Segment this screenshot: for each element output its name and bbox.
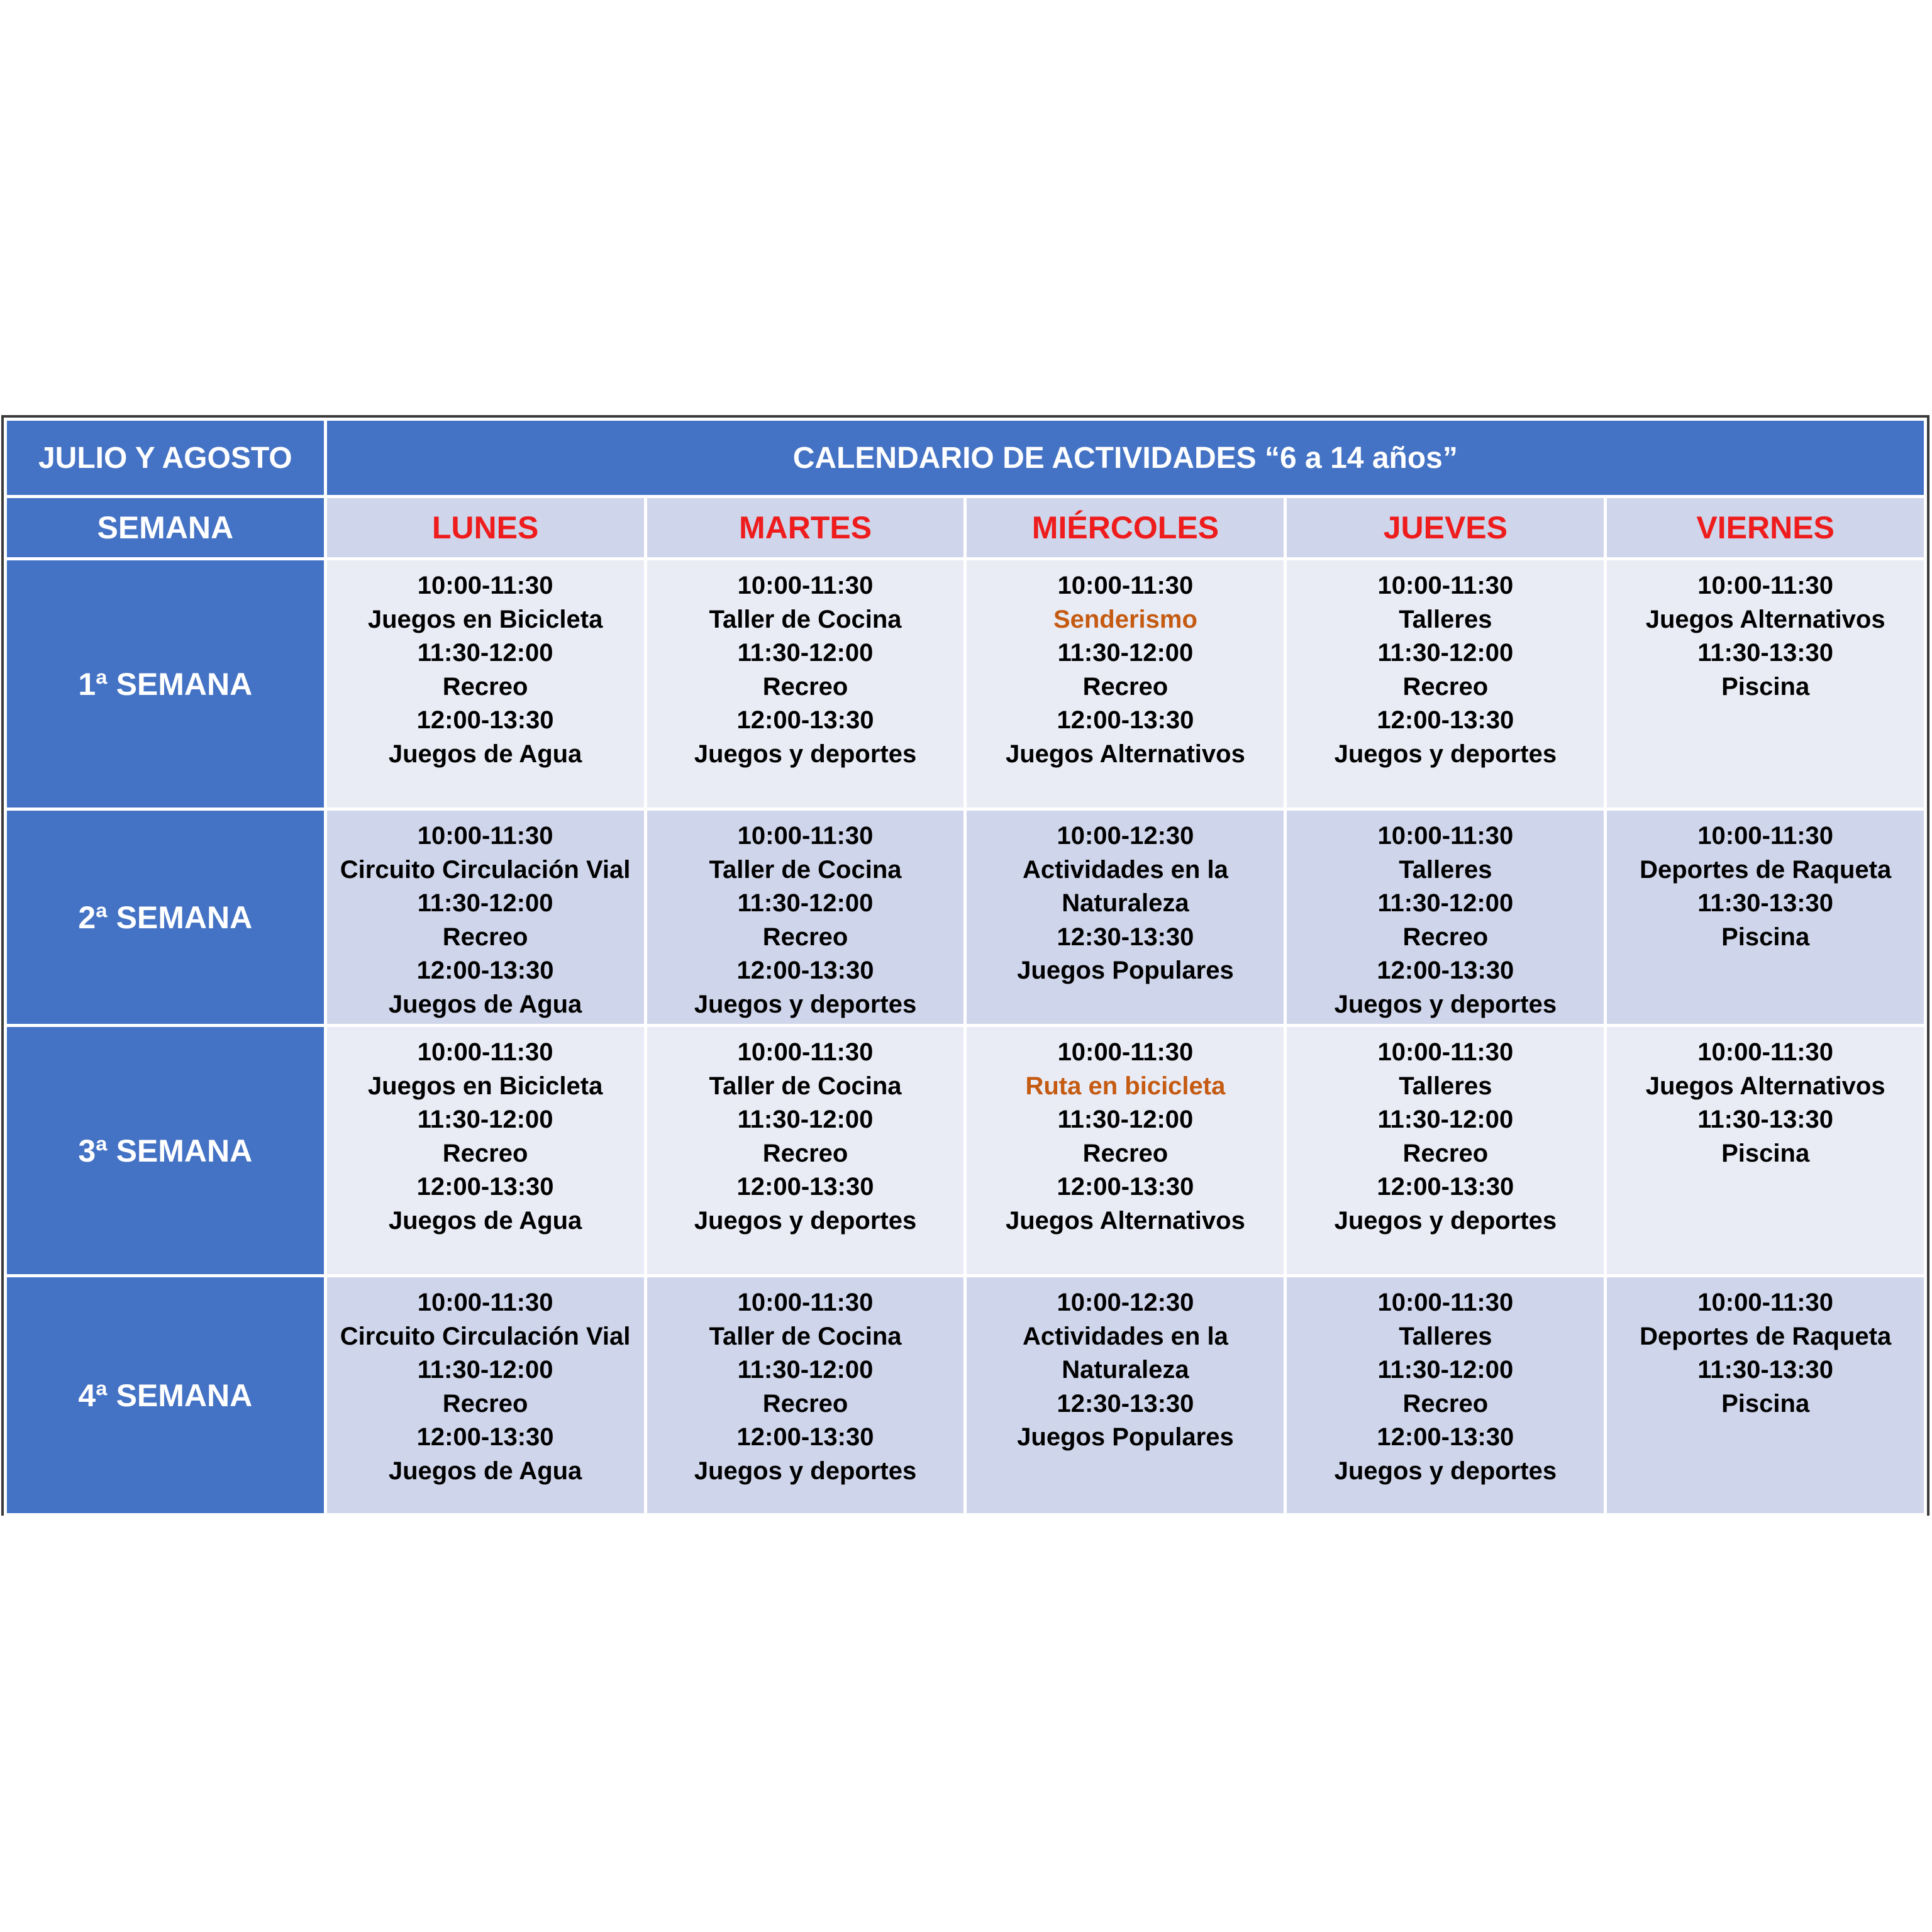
activity-cell-tuesday [645,1276,965,1515]
time-slot: 10:00-11:30 [1697,1289,1834,1316]
activity-name: Juegos y deportes [694,1457,917,1485]
activity-name: Juegos de Agua [388,1206,582,1235]
time-slot: 10:00-11:30 [1057,1038,1194,1066]
activity-name: Taller de Cocina [709,605,902,633]
activity-cell-thursday [1285,1276,1606,1515]
time-slot: 12:00-13:30 [416,957,554,984]
activity-cell-monday [325,559,645,809]
schedule-title: CALENDARIO DE ACTIVIDADES “6 a 14 años” [325,419,1925,497]
time-slot: 10:00-11:30 [1377,572,1514,599]
activity-name: Deportes de Raqueta [1640,1322,1892,1350]
activity-cell-tuesday [645,809,965,1026]
activity-name: Recreo [1402,1389,1489,1418]
activity-name: Juegos y deportes [1334,990,1557,1018]
activity-name: Talleres [1399,605,1492,633]
time-slot: 10:00-11:30 [1377,822,1514,850]
time-slot: 10:00-12:30 [1057,822,1194,850]
day-header-tuesday: MARTES [645,497,965,559]
activity-name: Ruta en bicicleta [1025,1072,1226,1100]
activity-name: Juegos en Bicicleta [367,605,603,633]
activity-cell-wednesday [965,1276,1285,1515]
activity-name: Actividades en la [1023,855,1228,884]
activity-name: Recreo [762,1139,848,1167]
activity-name: Juegos Populares [1017,1423,1234,1451]
schedule-body [6,559,1926,1515]
activity-name: Recreo [442,1389,528,1418]
time-slot: 10:00-11:30 [1697,572,1834,599]
activity-name: Recreo [1402,672,1489,701]
week-row [6,809,1926,1026]
time-slot: 10:00-11:30 [737,1038,874,1066]
week-column-header: SEMANA [6,497,326,559]
time-slot: 11:30-12:00 [1377,639,1514,667]
activity-name: Taller de Cocina [709,855,902,884]
activity-name: Talleres [1399,1322,1492,1350]
activity-name: Recreo [762,672,848,701]
activity-cell-wednesday [965,1026,1285,1276]
time-slot: 10:00-11:30 [417,1038,553,1066]
activity-cell-monday [325,1276,645,1515]
activity-name: Circuito Circulación Vial [340,855,631,884]
activity-name: Senderismo [1053,605,1197,633]
activity-cell-wednesday [965,809,1285,1026]
time-slot: 11:30-13:30 [1697,639,1834,667]
time-slot: 11:30-12:00 [737,1356,874,1384]
time-slot: 11:30-12:00 [737,1106,874,1133]
day-header-thursday: JUEVES [1285,497,1606,559]
time-slot: 11:30-12:00 [417,889,553,917]
activity-name: 12:30-13:30 [1057,923,1194,951]
time-slot: 11:30-13:30 [1697,1106,1834,1133]
week-row [6,559,1926,809]
time-slot: 12:00-13:30 [736,1423,874,1451]
time-slot: 12:00-13:30 [1377,1423,1514,1451]
time-slot: 10:00-11:30 [417,1289,553,1316]
day-header-monday: LUNES [325,497,645,559]
time-slot: 12:00-13:30 [1377,1173,1514,1201]
activity-name: Juegos Alternativos [1006,740,1245,768]
time-slot: 11:30-12:00 [737,889,874,917]
week-label: 2ª SEMANA [6,809,326,1026]
time-slot: 12:00-13:30 [736,1173,874,1201]
time-slot: 10:00-11:30 [417,572,553,599]
time-slot: 12:00-13:30 [736,957,874,984]
activity-name: Juegos y deportes [694,990,917,1018]
time-slot: 12:00-13:30 [416,1173,554,1201]
activity-name: Recreo [442,672,528,701]
time-slot: 10:00-11:30 [1697,822,1834,850]
activity-name: Taller de Cocina [709,1072,902,1100]
activity-name: Juegos y deportes [694,1206,917,1235]
time-slot: 11:30-13:30 [1697,889,1834,917]
activity-name: Juegos Alternativos [1645,1072,1885,1100]
activity-name: Deportes de Raqueta [1640,855,1892,884]
activity-cell-tuesday [645,559,965,809]
activity-name: Recreo [1402,1139,1489,1167]
activity-name: Juegos en Bicicleta [367,1072,603,1100]
time-slot: 10:00-11:30 [1377,1038,1514,1066]
activity-name: Juegos y deportes [1334,1457,1557,1485]
activity-name: Circuito Circulación Vial [340,1322,631,1350]
day-header-friday: VIERNES [1606,497,1926,559]
activity-name: Piscina [1721,923,1810,951]
activity-name: Naturaleza [1062,889,1189,917]
activity-cell-friday [1606,1026,1926,1276]
time-slot: 11:30-12:00 [417,1356,553,1384]
activity-name: Recreo [762,923,848,951]
time-slot: 10:00-11:30 [1377,1289,1514,1316]
activity-cell-thursday [1285,1026,1606,1276]
period-label: JULIO Y AGOSTO [6,419,326,497]
activity-cell-monday [325,809,645,1026]
time-slot: 12:00-13:30 [1057,1173,1194,1201]
time-slot: 11:30-13:30 [1697,1356,1834,1384]
time-slot: 10:00-11:30 [737,572,874,599]
time-slot: 12:00-13:30 [416,1423,554,1451]
activity-name: Recreo [1402,923,1489,951]
time-slot: 11:30-12:00 [1377,1356,1514,1384]
activity-name: Recreo [762,1389,848,1418]
time-slot: 11:30-12:00 [1057,1106,1194,1133]
activity-cell-thursday [1285,809,1606,1026]
week-label: 1ª SEMANA [6,559,326,809]
time-slot: 10:00-11:30 [737,1289,874,1316]
week-row [6,1026,1926,1276]
activity-name: Naturaleza [1062,1356,1189,1384]
time-slot: 11:30-12:00 [737,639,874,667]
activity-cell-monday [325,1026,645,1276]
activity-name: Juegos y deportes [1334,740,1557,768]
time-slot: 10:00-12:30 [1057,1289,1194,1316]
title-row [6,419,1926,497]
activity-name: Juegos y deportes [1334,1206,1557,1235]
activity-name: Piscina [1721,672,1810,701]
activity-name: Piscina [1721,1139,1810,1167]
activity-cell-friday [1606,809,1926,1026]
week-row [6,1276,1926,1515]
activity-name: Juegos de Agua [388,1457,582,1485]
activity-name: Juegos de Agua [388,740,582,768]
time-slot: 12:00-13:30 [1377,706,1514,734]
week-label: 3ª SEMANA [6,1026,326,1276]
day-header-wednesday: MIÉRCOLES [965,497,1285,559]
activity-cell-friday [1606,1276,1926,1515]
week-label: 4ª SEMANA [6,1276,326,1515]
activity-name: Juegos Alternativos [1645,605,1885,633]
activity-cell-thursday [1285,559,1606,809]
activity-name: Talleres [1399,855,1492,884]
activity-name: Juegos y deportes [694,740,917,768]
activity-name: Recreo [442,923,528,951]
activity-name: Juegos Alternativos [1006,1206,1245,1235]
activity-name: Piscina [1721,1389,1810,1418]
time-slot: 12:00-13:30 [1057,706,1194,734]
time-slot: 11:30-12:00 [417,1106,553,1133]
activity-cell-friday [1606,559,1926,809]
activity-cell-tuesday [645,1026,965,1276]
time-slot: 12:00-13:30 [416,706,554,734]
activity-cell-wednesday [965,559,1285,809]
time-slot: 10:00-11:30 [417,822,553,850]
time-slot: 10:00-11:30 [1057,572,1194,599]
activity-schedule-table [4,418,1927,1516]
time-slot: 12:00-13:30 [736,706,874,734]
activity-name: Actividades en la [1023,1322,1228,1350]
time-slot: 10:00-11:30 [1697,1038,1834,1066]
activity-name: Juegos Populares [1017,957,1234,984]
day-header-row [6,497,1926,559]
time-slot: 10:00-11:30 [737,822,874,850]
schedule-table-frame [1,415,1929,1516]
activity-name: Recreo [442,1139,528,1167]
time-slot: 11:30-12:00 [1057,639,1194,667]
time-slot: 11:30-12:00 [417,639,553,667]
activity-name: Taller de Cocina [709,1322,902,1350]
time-slot: 11:30-12:00 [1377,1106,1514,1133]
time-slot: 12:00-13:30 [1377,957,1514,984]
activity-name: Juegos de Agua [388,990,582,1018]
activity-name: Recreo [1082,672,1169,701]
activity-name: Recreo [1082,1139,1169,1167]
time-slot: 11:30-12:00 [1377,889,1514,917]
activity-name: 12:30-13:30 [1057,1389,1194,1418]
activity-name: Talleres [1399,1072,1492,1100]
